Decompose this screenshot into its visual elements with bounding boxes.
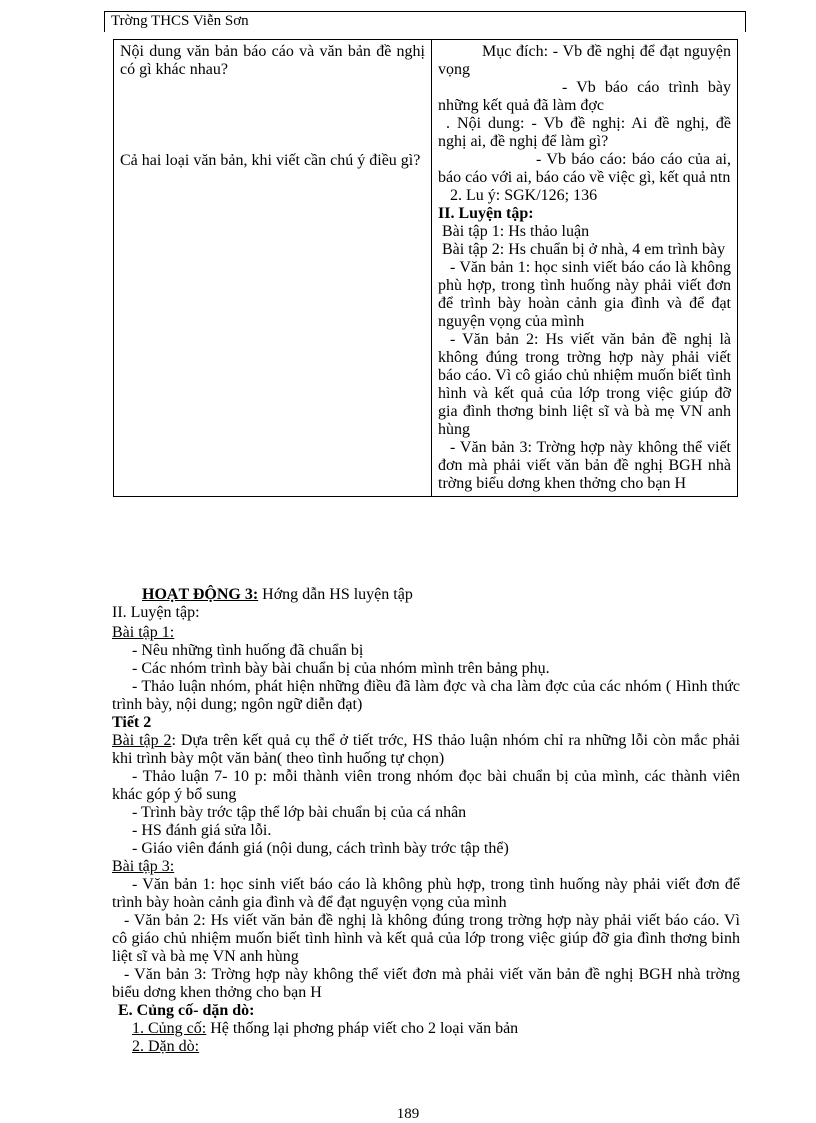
answer-line: Bài tập 1: Hs thảo luận xyxy=(442,223,590,240)
question-2: Cả hai loại văn bản, khi viết cần chú ý điều gì? xyxy=(120,152,421,169)
exercise-3-title: Bài tập 3: xyxy=(112,858,175,875)
answer-line: - Văn bản 1: học sinh viết báo cáo là không phù hợp, trong tình huống này phải viết đơn để trình bày hoàn cảnh gia đình và để đạt nguyện vọng của mình xyxy=(438,259,731,330)
list-item: - Văn bản 1: học sinh viết báo cáo là không phù hợp, trong tình huống này phải viết đơn để trình bày hoàn cảnh gia đình và để đạt nguyện vọng của mình xyxy=(112,876,740,911)
answer-line: - Vb báo cáo: báo cáo của ai, báo cáo với ai, báo cáo về việc gì, kết quả ntn xyxy=(438,151,731,186)
exercise-2-intro: Bài tập 2: Dựa trên kết quả cụ thể ở tiết trớc, HS thảo luận nhóm chỉ ra những lỗi còn mắc phải khi trình bày một văn bản( theo tình huống tự chọn) xyxy=(112,732,740,767)
list-item: - Trình bày trớc tập thể lớp bài chuẩn bị của cá nhân xyxy=(132,804,467,821)
section-e-title: E. Củng cố- dặn dò: xyxy=(118,1002,255,1019)
answer-line: 2. Lu ý: SGK/126; 136 xyxy=(450,187,598,204)
list-item: - Nêu những tình huống đã chuẩn bị xyxy=(132,642,364,659)
answer-column xyxy=(432,40,738,497)
question-column xyxy=(114,40,432,497)
list-item: - Giáo viên đánh giá (nội dung, cách trình bày trớc tập thể) xyxy=(132,840,509,857)
answer-line: - Văn bản 2: Hs viết văn bản đề nghị là không đúng trong trờng hợp này phải viết báo cáo. Vì cô giáo chủ nhiệm muốn biết tình hình và kết quả của lớp trong việc giúp đỡ gia đình thơng binh liệt sĩ và bà mẹ VN anh hùng xyxy=(438,331,731,438)
question-1: Nội dung văn bản báo cáo và văn bản đề nghị có gì khác nhau? xyxy=(120,43,425,78)
school-name: Trờng THCS Viễn Sơn xyxy=(111,13,249,29)
consolidation-line: 1. Củng cố: Hệ thống lại phơng pháp viết cho 2 loại văn bản xyxy=(132,1020,519,1037)
activity-heading: HOẠT ĐỘNG 3: Hớng dẫn HS luyện tập xyxy=(142,586,413,603)
lesson-table xyxy=(113,39,738,497)
lesson-body xyxy=(112,586,740,1056)
answer-line: Mục đích: - Vb đề nghị để đạt nguyện vọng xyxy=(438,43,731,78)
list-item: - Các nhóm trình bày bài chuẩn bị của nhóm mình trên bảng phụ. xyxy=(132,660,550,677)
table-row xyxy=(114,40,738,497)
answer-line: - Văn bản 3: Trờng hợp này không thể viết đơn mà phải viết văn bản đề nghị BGH nhà trờng biểu dơng khen thởng cho bạn H xyxy=(438,439,731,492)
section-title: II. Luyện tập: xyxy=(112,604,200,621)
list-item: - Văn bản 3: Trờng hợp này không thể viết đơn mà phải viết văn bản đề nghị BGH nhà trờng biểu dơng khen thởng cho bạn H xyxy=(112,966,740,1001)
answer-line: . Nội dung: - Vb đề nghị: Ai đề nghị, đề nghị ai, đề nghị để làm gì? xyxy=(438,115,731,150)
list-item: - HS đánh giá sửa lỗi. xyxy=(132,822,272,839)
list-item: - Thảo luận nhóm, phát hiện những điều đã làm đợc và cha làm đợc của các nhóm ( Hình thức trình bày, nội dung; ngôn ngữ diễn đạt) xyxy=(112,678,740,713)
period-heading: Tiết 2 xyxy=(112,714,152,731)
list-item: - Văn bản 2: Hs viết văn bản đề nghị là không đúng trong trờng hợp này phải viết báo cáo. Vì cô giáo chủ nhiệm muốn biết tình hình và kết quả của lớp trong việc giúp đỡ gia đình thơng binh liệt sĩ và bà mẹ VN anh hùng xyxy=(112,912,740,965)
answer-heading: II. Luyện tập: xyxy=(438,205,534,222)
page-number: 189 xyxy=(396,1106,420,1122)
homework-line: 2. Dặn dò: xyxy=(132,1038,200,1055)
page-header xyxy=(104,11,746,32)
exercise-1-title: Bài tập 1: xyxy=(112,624,175,641)
list-item: - Thảo luận 7- 10 p: mỗi thành viên trong nhóm đọc bài chuẩn bị của mình, các thành viên khác góp ý bổ sung xyxy=(112,768,740,803)
answer-line: Bài tập 2: Hs chuẩn bị ở nhà, 4 em trình bày xyxy=(442,241,726,258)
answer-line: - Vb báo cáo trình bày những kết quả đã làm đợc xyxy=(438,79,731,114)
